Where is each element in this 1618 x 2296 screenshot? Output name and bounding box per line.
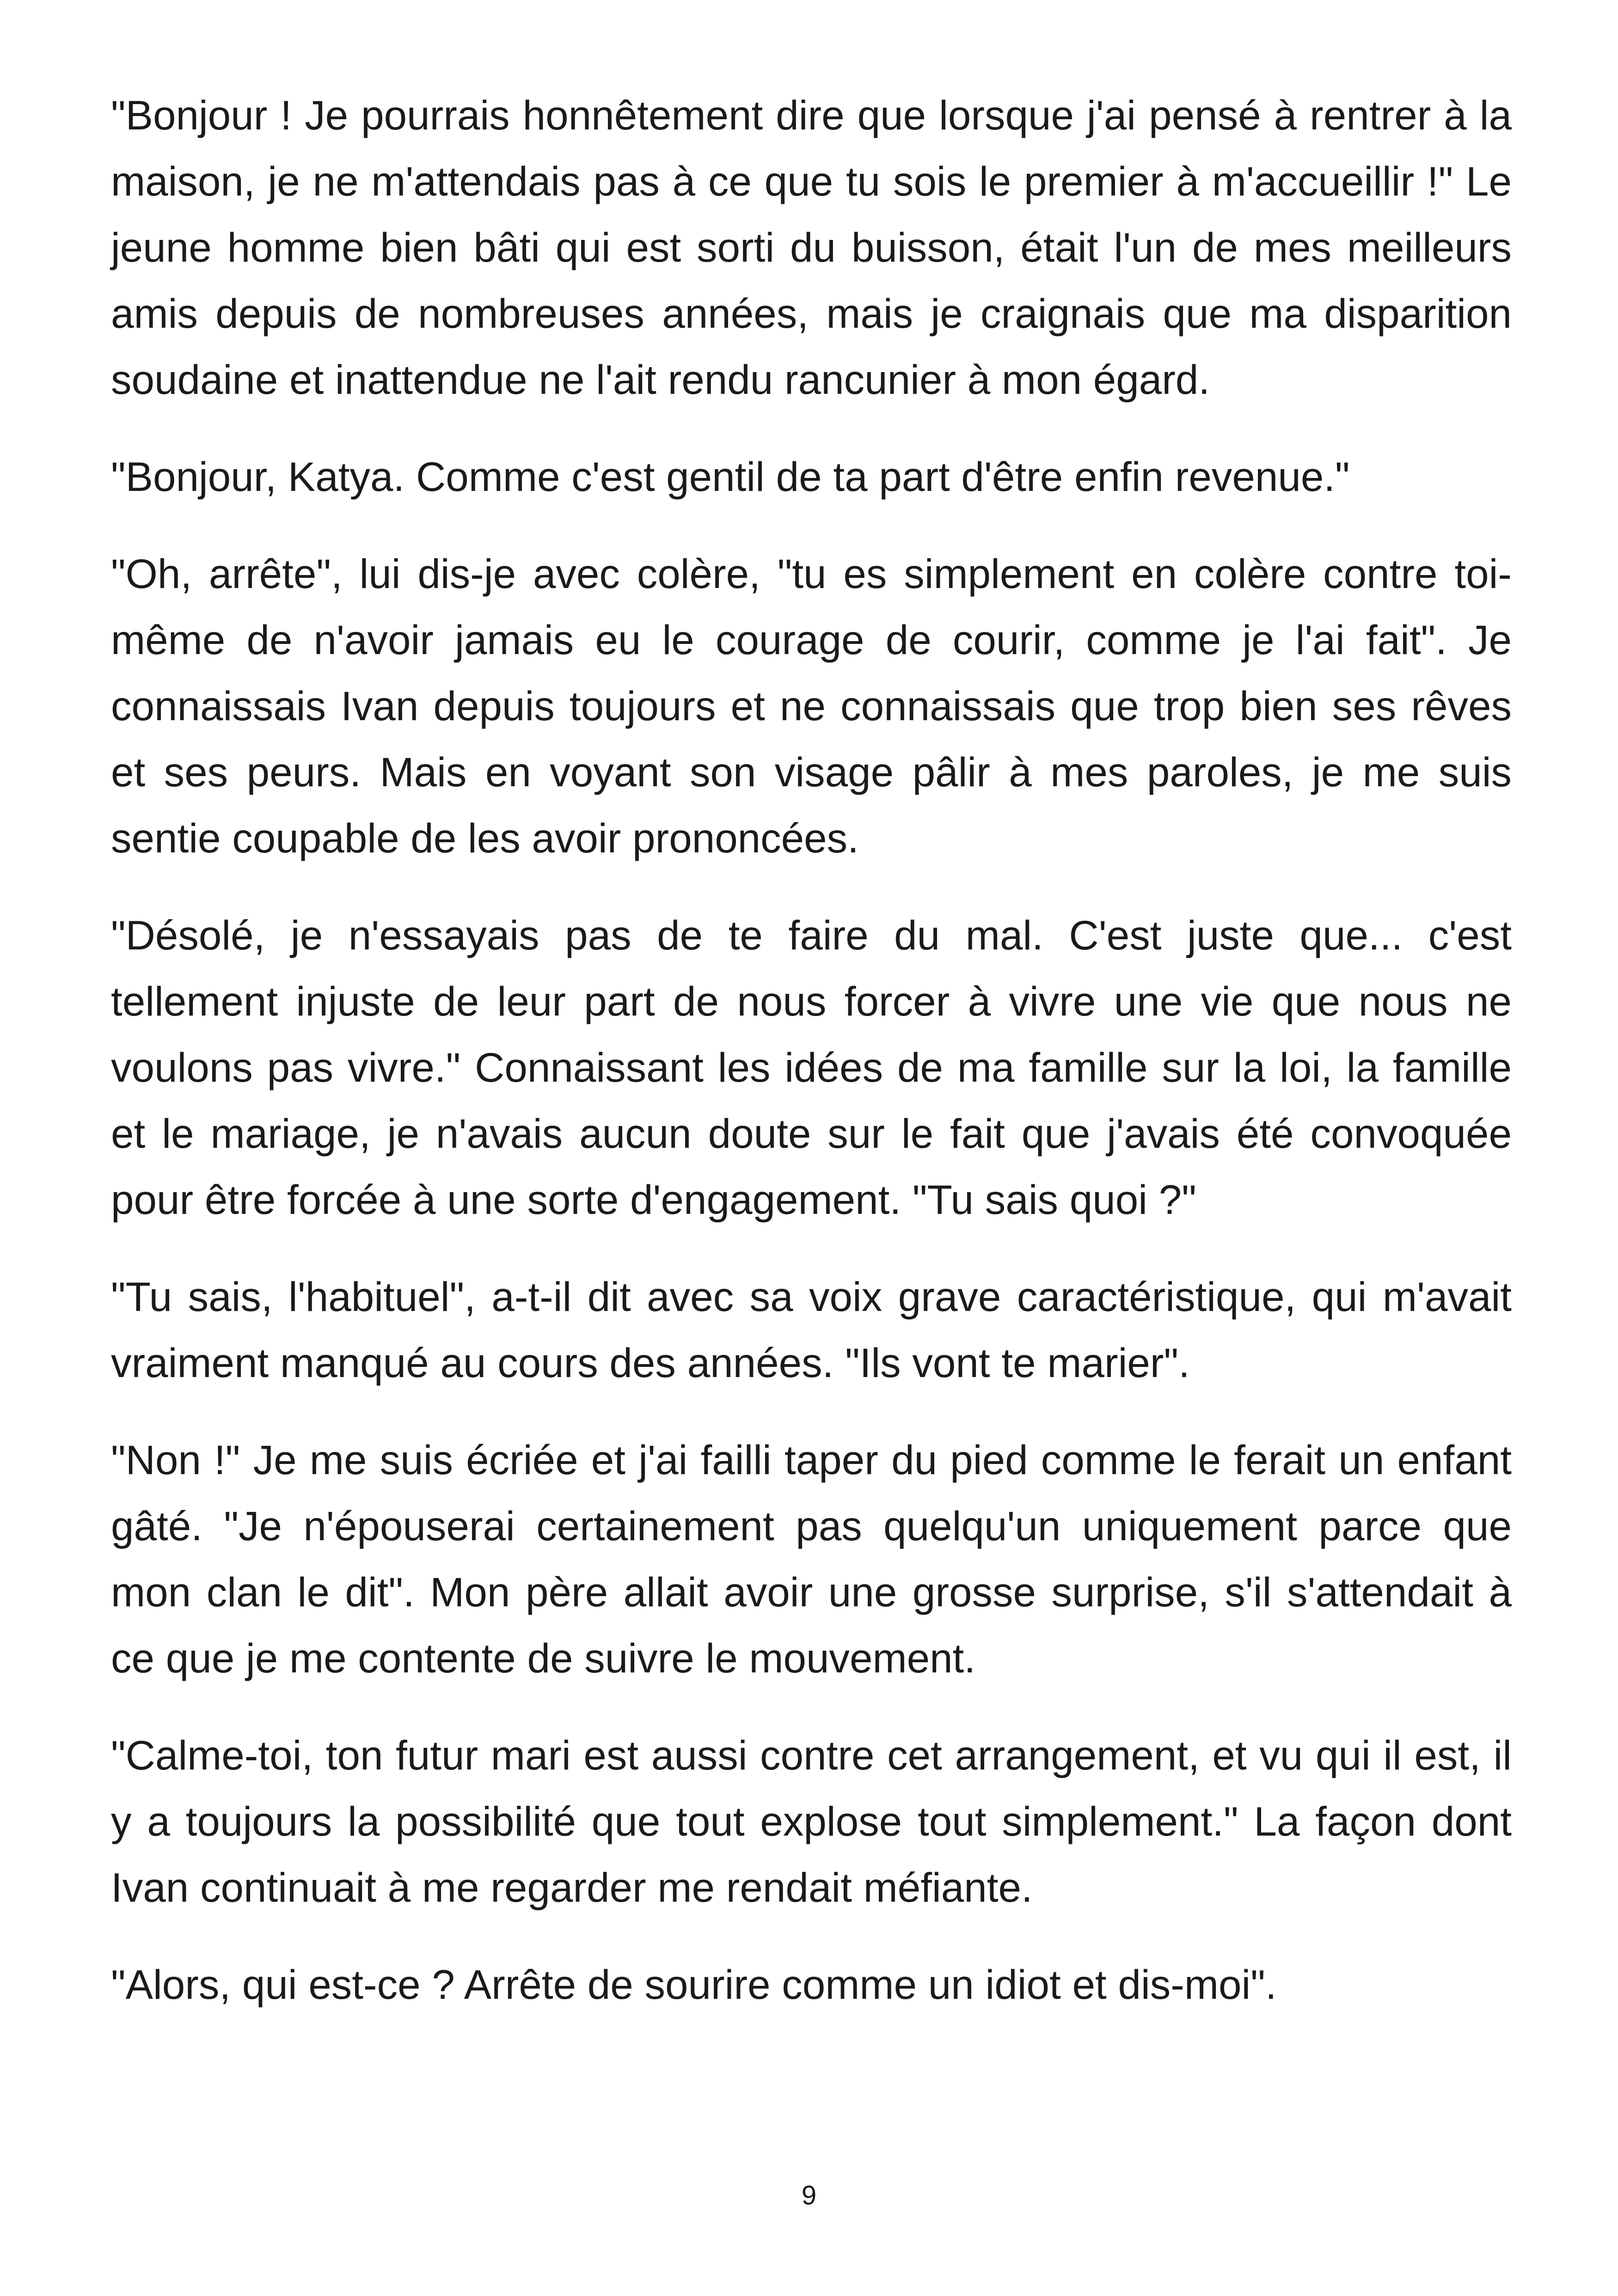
paragraph: "Alors, qui est-ce ? Arrête de sourire comme un idiot et dis-moi".	[111, 1961, 1277, 2008]
body-text	[111, 82, 1512, 2049]
paragraph: "Non !" Je me suis écriée et j'ai failli taper du pied comme le ferait un enfant gâté. "Je n'épouserai certainement pas quelqu'un uniquement parce que mon clan le dit". Mon père allait avoir une grosse surprise, s'il s'attendait à ce que je me contente de suivre le mouvement.	[111, 1437, 1512, 1681]
paragraph: "Tu sais, l'habituel", a-t-il dit avec sa voix grave caractéristique, qui m'avait vraiment manqué au cours des années. "Ils vont te marier".	[111, 1274, 1512, 1386]
paragraph: "Désolé, je n'essayais pas de te faire du mal. C'est juste que... c'est tellement injuste de leur part de nous forcer à vivre une vie que nous ne voulons pas vivre." Connaissant les idées de ma famille sur la loi, la famille et le mariage, je n'avais aucun doute sur le fait que j'avais été convoquée pour être forcée à une sorte d'engagement. "Tu sais quoi ?"	[111, 912, 1512, 1223]
paragraph: "Bonjour, Katya. Comme c'est gentil de ta part d'être enfin revenue."	[111, 453, 1350, 500]
paragraph: "Bonjour ! Je pourrais honnêtement dire que lorsque j'ai pensé à rentrer à la maison, je ne m'attendais pas à ce que tu sois le premier à m'accueillir !" Le jeune homme bien bâti qui est sorti du buisson, était l'un de mes meilleurs amis depuis de nombreuses années, mais je craignais que ma disparition soudaine et inattendue ne l'ait rendu rancunier à mon égard.	[111, 92, 1512, 403]
page-number: 9	[801, 2180, 817, 2210]
paragraph: "Calme-toi, ton futur mari est aussi contre cet arrangement, et vu qui il est, il y a toujours la possibilité que tout explose tout simplement." La façon dont Ivan continuait à me regarder me rendait méfiante.	[111, 1732, 1512, 1910]
paragraph: "Oh, arrête", lui dis-je avec colère, "tu es simplement en colère contre toi-même de n'avoir jamais eu le courage de courir, comme je l'ai fait". Je connaissais Ivan depuis toujours et ne connaissais que trop bien ses rêves et ses peurs. Mais en voyant son visage pâlir à mes paroles, je me suis sentie coupable de les avoir prononcées.	[111, 551, 1512, 861]
